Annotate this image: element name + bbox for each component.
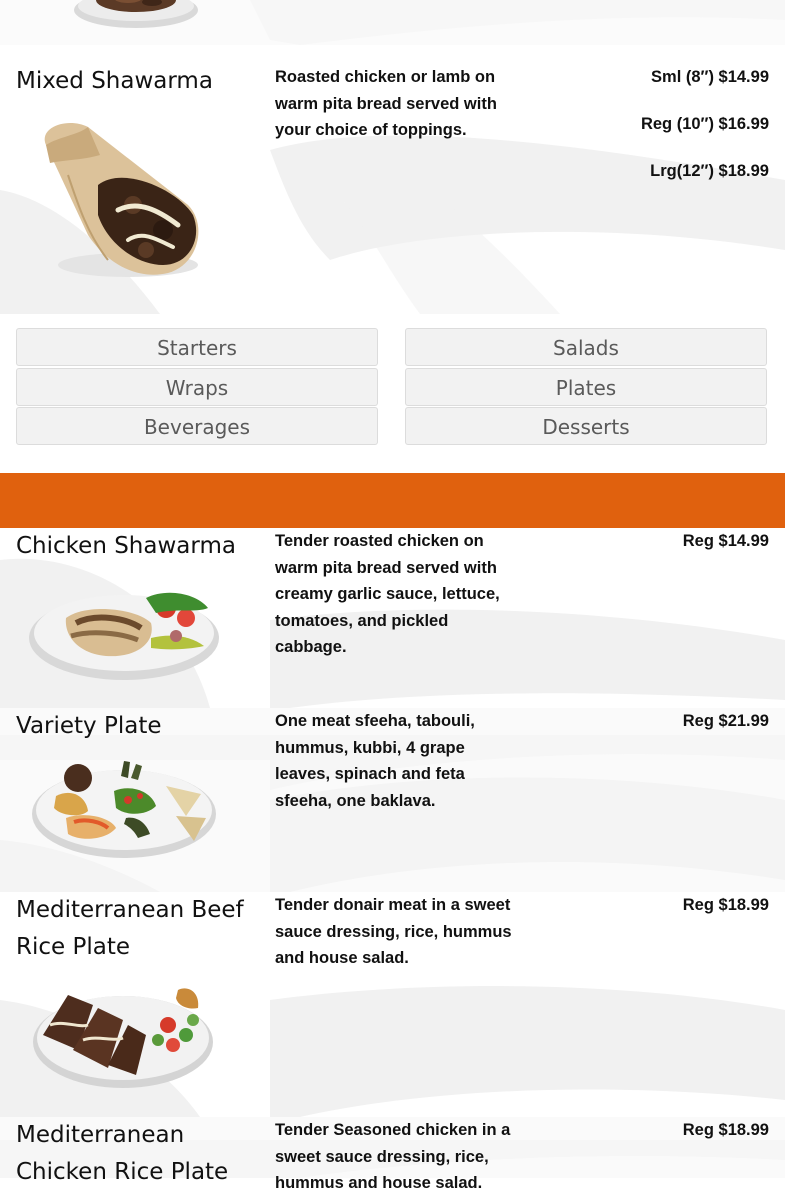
price-regular: Reg $18.99 [682,896,769,914]
nav-salads-button[interactable]: Salads [405,328,767,366]
item-description: Tender donair meat in a sweet sauce dressing, rice, hummus and house salad. [275,896,512,967]
menu-item-chicken-shawarma [0,528,785,708]
item-name: Mixed Shawarma [16,68,213,94]
menu-item-chicken-rice-plate [0,1117,785,1192]
price-large: Lrg(12″) $18.99 [650,162,769,180]
nav-plates-button[interactable]: Plates [405,368,767,406]
nav-beverages-button[interactable]: Beverages [16,407,378,445]
item-prices [641,66,769,207]
item-name: Variety Plate [16,713,162,739]
menu-item-beef-rice-plate [0,892,785,1117]
menu-item-variety-plate [0,708,785,892]
item-prices [683,530,769,577]
item-name: Chicken Shawarma [16,533,236,559]
variety-plate-icon [26,756,221,866]
item-name: Mediterranean Chicken Rice Plate [16,1122,229,1185]
item-description: Tender roasted chicken on warm pita bread served with creamy garlic sauce, lettuce, tomatoes, and pickled cabbage. [275,532,500,656]
section-header-band [0,473,785,528]
beef-rice-plate-icon [28,980,218,1092]
nav-starters-button[interactable]: Starters [16,328,378,366]
menu-item-mixed-shawarma [0,63,785,313]
price-regular: Reg $21.99 [682,712,769,730]
item-name: Mediterranean Beef Rice Plate [16,897,244,960]
price-small: Sml (8″) $14.99 [651,68,769,86]
chicken-shawarma-plate-icon [26,578,221,688]
shawarma-wrap-icon [28,115,213,285]
item-description: One meat sfeeha, tabouli, hummus, kubbi, 4 grape leaves, spinach and feta sfeeha, one baklava. [275,712,475,810]
price-regular: Reg $14.99 [682,532,769,550]
nav-desserts-button[interactable]: Desserts [405,407,767,445]
item-description: Roasted chicken or lamb on warm pita bread served with your choice of toppings. [275,68,497,139]
item-prices [683,894,769,941]
price-regular: Reg (10″) $16.99 [640,115,769,133]
item-description: Tender Seasoned chicken in a sweet sauce dressing, rice, hummus and house salad. [275,1121,511,1192]
item-prices [683,1119,769,1166]
shawarma-plate-icon [64,0,204,35]
nav-wraps-button[interactable]: Wraps [16,368,378,406]
price-regular: Reg $18.99 [682,1121,769,1139]
previous-menu-item [0,0,785,45]
item-prices [683,710,769,757]
